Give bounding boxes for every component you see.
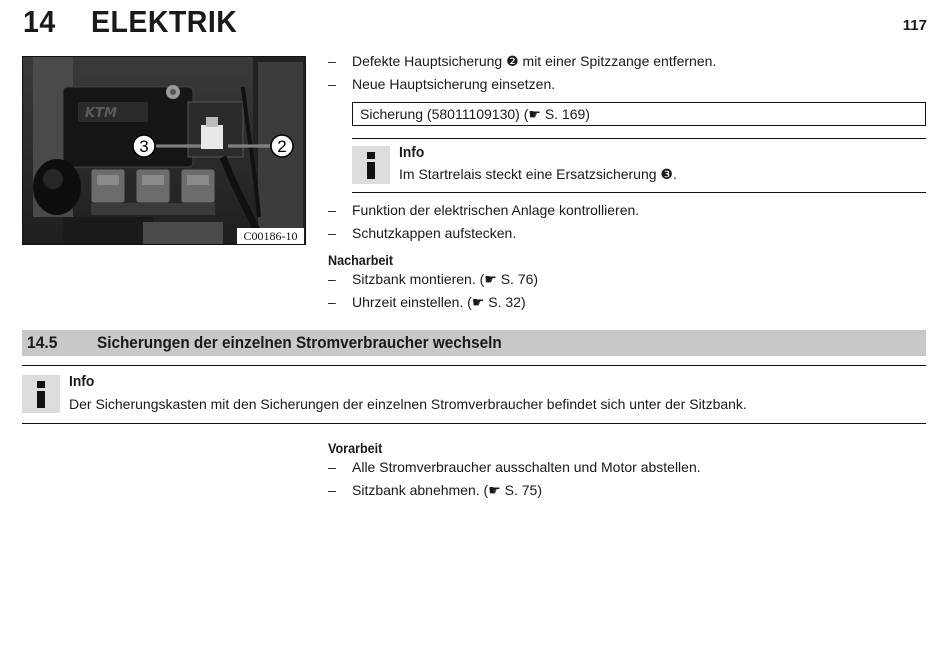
divider xyxy=(22,365,926,366)
callout-2: 2 xyxy=(277,137,287,156)
fuse-box-photo xyxy=(22,56,306,245)
divider xyxy=(22,423,926,424)
info-title: Info xyxy=(69,373,95,390)
divider xyxy=(352,192,926,193)
info-icon xyxy=(22,375,60,413)
info-text: Im Startrelais steckt eine Ersatzsicherung ❸. xyxy=(399,166,677,182)
info-title: Info xyxy=(399,144,425,161)
callout-3: 3 xyxy=(139,137,149,156)
info-text: Der Sicherungskasten mit den Sicherungen der einzelnen Stromverbraucher befindet sich unter der Sitzbank. xyxy=(69,396,747,412)
section-heading-bar xyxy=(22,330,926,356)
info-icon xyxy=(352,146,390,184)
section-number: 14.5 xyxy=(27,333,58,352)
svg-text:KTM: KTM xyxy=(85,106,117,121)
chapter-title: ELEKTRIK xyxy=(91,4,238,39)
chapter-number: 14 xyxy=(23,4,56,39)
figure-code: C00186-10 xyxy=(237,228,304,244)
divider xyxy=(352,138,926,139)
vorarbeit-heading: Vorarbeit xyxy=(328,440,383,456)
fuse-spec-box: Sicherung (58011109130) (☛ S. 169) xyxy=(352,102,926,126)
page-number: 117 xyxy=(902,17,927,34)
nacharbeit-heading: Nacharbeit xyxy=(328,252,394,268)
section-title: Sicherungen der einzelnen Stromverbraucher wechseln xyxy=(97,333,502,352)
